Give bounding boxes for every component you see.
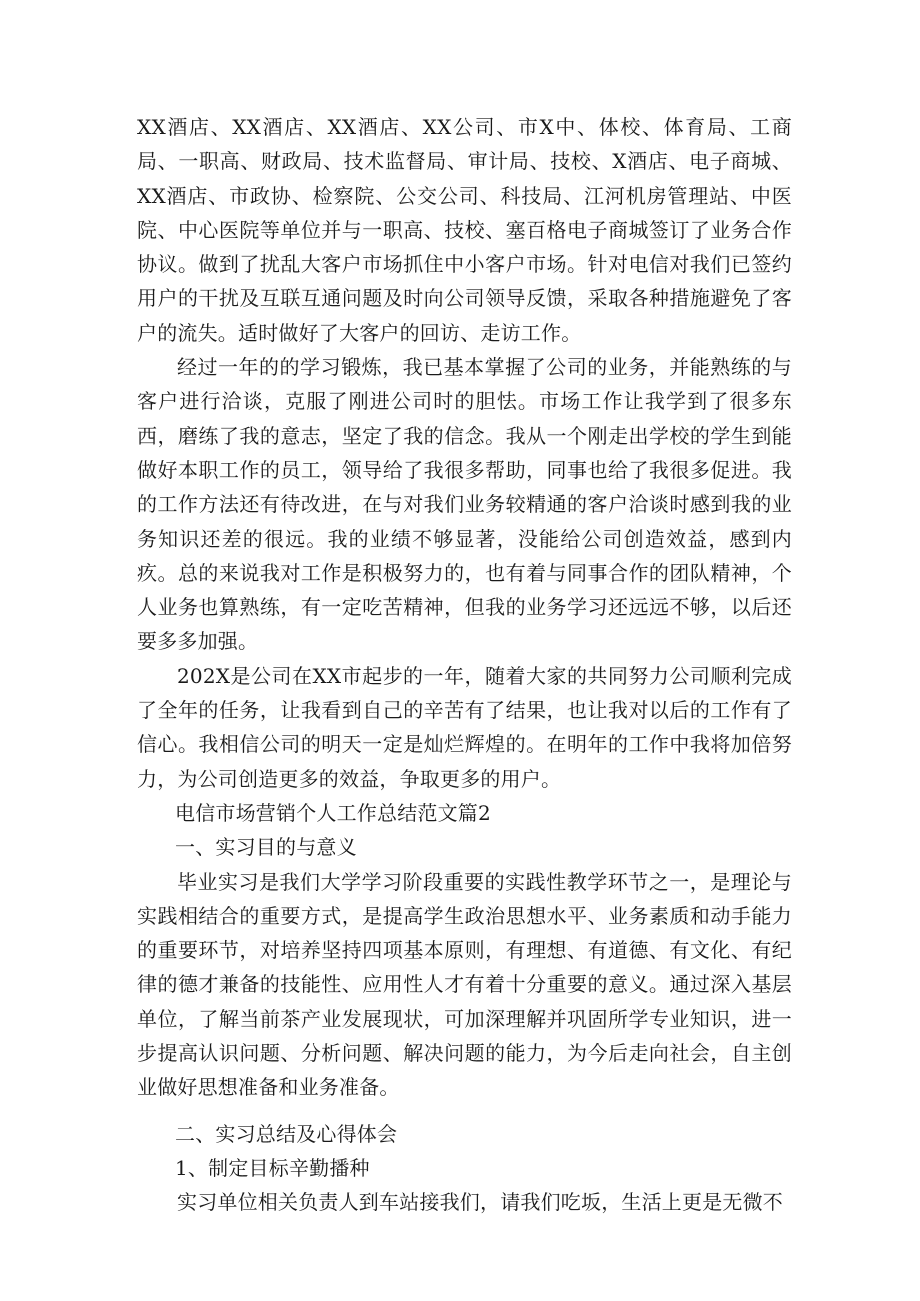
- paragraph-internship-purpose: 毕业实习是我们大学学习阶段重要的实践性教学环节之一，是理论与实践相结合的重要方式，是提高学生政治思想水平、业务素质和动手能力的重要环节，对培养坚持四项基本原则，有理想、有道德、有文化、有纪律的德才兼备的技能性、应用性人才有着十分重要的意义。通过深入基层单位，了解当前茶产业发展现状，可加深理解并巩固所学专业知识，进一步提高认识问题、分析问题、解决问题的能力，为今后走向社会，自主创业做好思想准备和业务准备。: [137, 869, 792, 1100]
- paragraph-client-list: XX酒店、XX酒店、XX酒店、XX公司、市X中、体校、体育局、工商局、一职高、财政局、技术监督局、审计局、技校、X酒店、电子商城、XX酒店、市政协、检察院、公交公司、科技局、江河机房管理站、中医院、中心医院等单位并与一职高、技校、塞百格电子商城签订了业务合作协议。做到了扰乱大客户市场抓住中小客户市场。针对电信对我们已签约用户的干扰及互联互通问题及时向公司领导反馈，采取各种措施避免了客户的流失。适时做好了大客户的回访、走访工作。: [137, 115, 792, 345]
- subsection-heading-goals: 1、制定目标辛勤播种: [175, 1155, 370, 1180]
- document-page: [137, 110, 792, 1220]
- paragraph-internship-start: 实习单位相关负责人到车站接我们，请我们吃坂，生活上更是无微不: [177, 1190, 783, 1215]
- paragraph-year-outlook: 202X是公司在XX市起步的一年，随着大家的共同努力公司顺利完成了全年的任务，让我看到自己的辛苦有了结果，也让我对以后的工作有了信心。我相信公司的明天一定是灿烂辉煌的。在明年的工作中我将加倍努力，为公司创造更多的效益，争取更多的用户。: [137, 663, 792, 791]
- section-heading-summary: 二、实习总结及心得体会: [175, 1121, 398, 1146]
- section-heading-purpose: 一、实习目的与意义: [175, 835, 357, 860]
- paragraph-learning-summary: 经过一年的的学习锻炼，我已基本掌握了公司的业务，并能熟练的与客户进行洽谈，克服了刚进公司时的胆怯。市场工作让我学到了很多东西，磨练了我的意志，坚定了我的信念。我从一个刚走出学校的学生到能做好本职工作的员工，领导给了我很多帮助，同事也给了我很多促进。我的工作方法还有待改进，在与对我们业务较精通的客户洽谈时感到我的业务知识还差的很远。我的业绩不够显著，没能给公司创造效益，感到内疚。总的来说我对工作是积极努力的，也有着与同事合作的团队精神，个人业务也算熟练，有一定吃苦精神，但我的业务学习还远远不够，以后还要多多加强。: [137, 355, 792, 654]
- article-title: 电信市场营销个人工作总结范文篇2: [175, 800, 491, 825]
